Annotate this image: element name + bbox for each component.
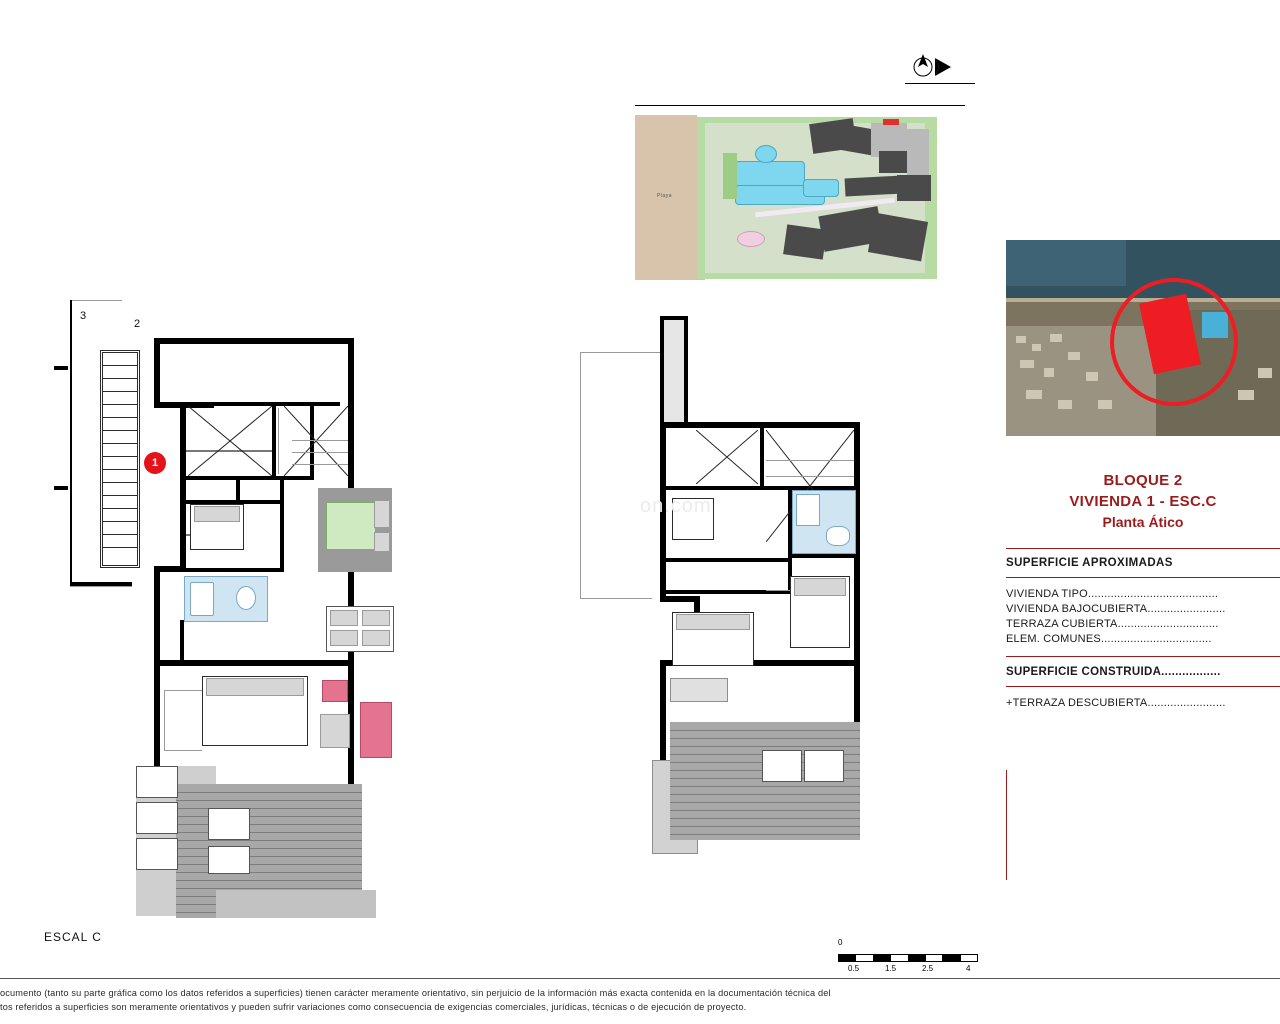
- floor-plan-right: [560, 290, 940, 930]
- area-row: [1006, 587, 1280, 602]
- area-dots: ...............................: [1117, 618, 1219, 630]
- block-title: BLOQUE 2: [1103, 472, 1183, 489]
- total-label: SUPERFICIE CONSTRUIDA: [1006, 666, 1162, 678]
- total-row: [1006, 666, 1280, 678]
- area-row: [1006, 617, 1280, 632]
- scale-tick: 2.5: [922, 964, 934, 973]
- footer-line-1: ocumento (tanto su parte gráfica como los datos referidos a superficies) tienen carácter meramente orientativo, sin perjuicio de la información más exacta contenida en la documentación técnica del: [0, 988, 831, 998]
- extra-label: +TERRAZA DESCUBIERTA: [1006, 697, 1148, 709]
- aerial-location-photo: [1006, 240, 1280, 436]
- site-beach-label: Playa: [657, 193, 673, 199]
- scale-zero: 0: [838, 938, 843, 947]
- area-label: VIVIENDA BAJOCUBIERTA: [1006, 603, 1148, 615]
- north-arrow-icon: [905, 50, 975, 86]
- scale-tick: 1.5: [885, 964, 897, 973]
- area-dots: ..................................: [1100, 633, 1212, 645]
- area-row: [1006, 632, 1280, 647]
- unit-title: VIVIENDA 1 - ESC.C: [1069, 493, 1217, 510]
- plan-number-2: 2: [134, 318, 141, 330]
- watermark: on.com: [640, 495, 712, 517]
- scale-tick: 4: [966, 964, 971, 973]
- extra-dots: ........................: [1147, 697, 1226, 709]
- floor-title: Planta Ático: [1102, 514, 1184, 530]
- extra-row: [1006, 696, 1280, 711]
- area-label: ELEM. COMUNES: [1006, 633, 1101, 645]
- area-dots: ........................: [1147, 603, 1226, 615]
- area-label: TERRAZA CUBIERTA: [1006, 618, 1118, 630]
- title-block-divider: [1006, 770, 1007, 880]
- area-dots: ........................................: [1087, 588, 1219, 600]
- footer-disclaimer: [0, 986, 1280, 1014]
- plan-number-3: 3: [80, 310, 87, 322]
- title-block: [1006, 460, 1280, 780]
- floor-plan-left: [40, 290, 420, 930]
- total-dots: .................: [1161, 666, 1221, 678]
- plan-marker-1[interactable]: 1: [144, 452, 166, 474]
- footer-line-2: tos referidos a superficies son meramente orientativos y pueden sufrir variaciones como consecuencia de exigencias comerciales, jurídicas, técnicas o de ejecución de proyecto.: [0, 1002, 747, 1012]
- scale-bar: [838, 938, 978, 974]
- area-label: VIVIENDA TIPO: [1006, 588, 1088, 600]
- areas-heading: SUPERFICIE APROXIMADAS: [1006, 557, 1173, 569]
- area-row: [1006, 602, 1280, 617]
- scale-tick: 0.5: [848, 964, 860, 973]
- drawing-label: ESCAL C: [44, 930, 102, 944]
- site-plan: [635, 105, 965, 280]
- footer-divider: [0, 978, 1280, 979]
